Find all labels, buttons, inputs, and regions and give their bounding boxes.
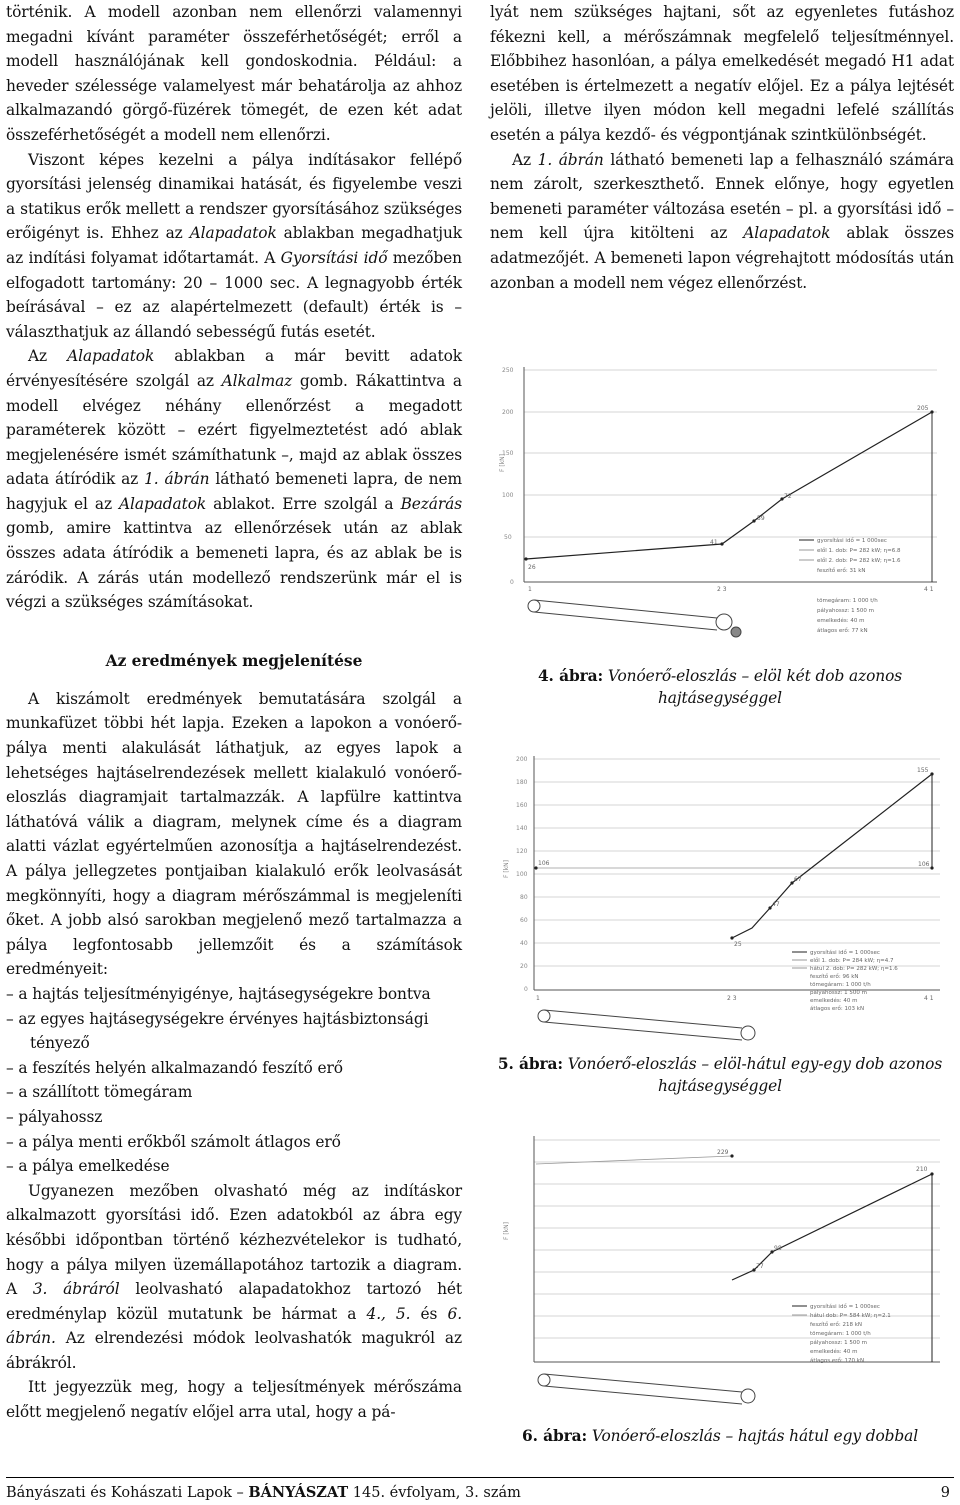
y-tick-label: 100 — [516, 871, 528, 878]
y-tick-label: 40 — [520, 940, 528, 947]
legend-text: elől 1. dob: P= 284 kW; η=4.7 — [810, 958, 894, 964]
legend-text: elől 1. dob: P= 282 kW; η=6.8 — [817, 548, 901, 554]
x-label: 4 1 — [924, 586, 934, 593]
legend-text: feszítő erő: 218 kN — [810, 1322, 863, 1328]
legend-text: pályahossz: 1 500 m — [810, 990, 867, 996]
legend-text: gyorsítási idő = 1 000sec — [817, 538, 887, 544]
legend-text: átlagos erő: 103 kN — [810, 1006, 865, 1012]
data-point — [730, 1154, 733, 1157]
journal-name: Bányászati és Kohászati Lapok – — [6, 1485, 249, 1501]
figure-5-caption: 5. ábra: Vonóerő-eloszlás – elöl-hátul egy-egy dob azonos hajtásegységgel — [497, 1055, 943, 1095]
data-label: 77 — [756, 1263, 764, 1270]
paragraph: Viszont képes kezelni a pálya indításakor fellépő gyorsítási jelenség dinamikai hatását, és figyelembe veszi a statikus erők mellett a rendszer gyorsításához szükséges erőigényt is. Ehhez az Alapadatok ablakban megadhatjuk az indítási folyamat időtartamát. A Gyorsítási idő mezőben elfogadott tartomány: 20 – 1000 sec. A legnagyobb érték beírásával – ez az alapértelmezett (default) érték is – választhatjuk az állandó sebességű futás esetét. — [6, 150, 462, 341]
force-line — [536, 1156, 732, 1164]
x-label: 4 1 — [924, 995, 934, 1002]
legend-text: emelkedés: 40 m — [810, 998, 858, 1004]
list-item: – a hajtás teljesítményigénye, hajtásegységekre bontva — [6, 984, 431, 1003]
data-label: 72 — [784, 493, 792, 500]
figure-6-caption: 6. ábra: Vonóerő-eloszlás – hajtás hátul egy dobbal — [521, 1427, 919, 1445]
legend-text: emelkedés: 40 m — [810, 1349, 858, 1355]
y-tick-label: 80 — [520, 894, 528, 901]
list-item: – a pálya menti erőkből számolt átlagos erő — [6, 1132, 341, 1151]
journal-issue: 145. évfolyam, 3. szám — [348, 1485, 521, 1501]
x-label: 2 3 — [717, 586, 727, 593]
data-point — [930, 866, 933, 869]
paragraph: lyát nem szükséges hajtani, sőt az egyenletes futáshoz fékezni kell, a mérőszámnak megfelelő teljesítménnyel. Előbbihez hasonlóan, a pálya emelkedését megadó H1 adat esetében is értelmezett a negatív előjel. Ez a pálya lejtését jelöli, illetve ilyen módon kell megadni lefelé szállítás esetén a pálya kezdő- és végpontjának szintkülönbségét. — [490, 3, 954, 144]
data-point — [930, 1172, 933, 1175]
paragraph: Az 1. ábrán látható bemeneti lap a felhasználó számára nem zárolt, szerkeszthető. Ennek előnye, hogy egyetlen bemeneti paraméter változása esetén – pl. a gyorsítási idő – nem kell újra kitölteni az Alapadatok ablak összes adatmezőjét. A bemeneti lapon végrehajtott módosítás után azonban a modell nem végez ellenőrzést. — [490, 150, 955, 292]
data-label: 25 — [734, 941, 742, 948]
y-tick-label: 200 — [516, 756, 528, 763]
data-point — [730, 936, 733, 939]
y-axis-label: F [kN] — [499, 453, 506, 472]
data-point — [524, 557, 527, 560]
left-column — [6, 0, 462, 1425]
result-list — [6, 982, 462, 1179]
data-label: 98 — [774, 1245, 782, 1252]
data-label: 210 — [916, 1166, 928, 1173]
y-tick-label: 200 — [502, 409, 514, 416]
conveyor-sketch — [538, 1010, 755, 1040]
data-label: 106 — [538, 860, 550, 867]
y-tick-label: 140 — [516, 825, 528, 832]
y-tick-label: 160 — [516, 802, 528, 809]
y-axis-label: F [kN] — [503, 859, 510, 878]
legend-text: tömegáram: 1 000 t/h — [810, 982, 871, 988]
legend-text: gyorsítási idő = 1 000sec — [810, 1304, 880, 1310]
y-tick-label: 0 — [510, 579, 514, 586]
legend-text: átlagos erő: 170 kN — [810, 1358, 865, 1364]
journal-name-bold: BÁNYÁSZAT — [248, 1484, 349, 1501]
list-item: – a feszítés helyén alkalmazandó feszítő erő — [6, 1058, 343, 1077]
y-tick-label: 180 — [516, 779, 528, 786]
legend-text: emelkedés: 40 m — [817, 618, 865, 624]
data-label: 41 — [710, 539, 718, 546]
y-tick-label: 20 — [520, 963, 528, 970]
y-tick-label: 100 — [502, 492, 514, 499]
page-number: 9 — [940, 1485, 950, 1501]
data-point — [752, 519, 755, 522]
legend-text: tömegáram: 1 000 t/h — [817, 598, 878, 604]
list-item: – az egyes hajtásegységekre érvényes hajtásbiztonsági — [6, 1009, 429, 1028]
section-title: Az eredmények megjelenítése — [105, 651, 363, 670]
data-point — [720, 542, 723, 545]
figure-5-chart — [492, 748, 948, 1048]
legend-text: hátul dob: P= 584 kW; η=2.1 — [810, 1313, 891, 1319]
y-tick-label: 250 — [502, 367, 514, 374]
figure-4-chart — [492, 362, 948, 652]
y-axis-label: F [kN] — [503, 1221, 510, 1240]
list-item: – pályahossz — [6, 1107, 103, 1126]
legend-text: feszítő erő: 31 kN — [817, 568, 866, 574]
legend-text: pályahossz: 1 500 m — [810, 1340, 867, 1346]
y-tick-label: 0 — [524, 986, 528, 993]
data-label: 67 — [794, 876, 802, 883]
data-label: 106 — [918, 861, 930, 868]
data-label: 47 — [772, 901, 780, 908]
data-label: 205 — [917, 405, 929, 412]
legend-text: tömegáram: 1 000 t/h — [810, 1331, 871, 1337]
y-tick-label: 120 — [516, 848, 528, 855]
legend-text: gyorsítási idő = 1 000sec — [810, 950, 880, 956]
y-tick-label: 150 — [502, 450, 514, 457]
paragraph: Ugyanezen mezőben olvasható még az indításkor alkalmazott gyorsítási idő. Ezen adatokból az ábra egy későbbi időpontban történő kézhezvételekor is tudható, hogy a pálya milyen üzemállapotához tartozik a diagram. A 3. ábráról leolvasható alapadatokhoz tartozó hét eredménylap közül mutatunk be hármat a 4., 5. és 6. ábrán. Az elrendezési módok leolvashatók magukról az ábrákról. — [6, 1181, 463, 1372]
legend-text: pályahossz: 1 500 m — [817, 608, 874, 614]
list-item: – a pálya emelkedése — [6, 1157, 170, 1176]
data-label: 59 — [757, 515, 765, 522]
x-label: 2 3 — [727, 995, 737, 1002]
paragraph: Itt jegyezzük meg, hogy a teljesítmények mérőszáma előtt megjelenő negatív előjel arra utal, hogy a pá- — [6, 1378, 462, 1422]
right-column — [490, 0, 954, 295]
paragraph: történik. A modell azonban nem ellenőrzi valamennyi megadni kívánt paraméter összeférhetőségét; erről a modell használójának kell gondoskodnia. Például: a heveder szélessége valamelyest már behatárolja az ahhoz alkalmazandó görgő-füzérek tömegét, de ezen két adat összeférhetőségét a modell nem ellenőrzi. — [6, 3, 462, 144]
paragraph: Az Alapadatok ablakban a már bevitt adatok érvényesítésére szolgál az Alkalmaz gomb. Rákattintva a modell elvégez néhány ellenőrzést a megadott paraméterek között – ezért figyelmeztetést adó ablak megjelenésére ismét számíthatunk –, majd az ablak összes adata átíródik az 1. ábrán látható bemeneti lapra, de nem hagyjuk el az Alapadatok ablakot. Erre szolgál a Bezárás gomb, amire kattintva az ellenőrzések után az ablak összes adata átíródik a bemeneti lapra, és az ablak be is záródik. A zárás után modellező rendszerünk már el is végzi a szükséges számításokat. — [6, 347, 462, 612]
data-label: 155 — [917, 767, 929, 774]
data-label: 26 — [528, 564, 536, 571]
legend-text: átlagos erő: 77 kN — [817, 628, 868, 634]
y-tick-label: 60 — [520, 917, 528, 924]
legend-text: feszítő erő: 96 kN — [810, 974, 859, 980]
legend-text: hátul 2. dob: P= 282 kW; η=1.6 — [810, 966, 898, 972]
conveyor-sketch — [538, 1374, 755, 1404]
list-item: – a szállított tömegáram — [6, 1083, 193, 1102]
list-item: tényező — [30, 1034, 90, 1053]
figure-6-chart — [492, 1130, 948, 1415]
force-line — [732, 774, 932, 938]
x-label: 1 — [536, 995, 540, 1002]
paragraph: A kiszámolt eredmények bemutatására szolgál a munkafüzet többi hét lapja. Ezeken a lapokon a vonóerő-pálya menti alakulását láthatjuk, az egyes lapok a lehetséges hajtáselrendezések mellett kialakuló vonóerő-eloszlás diagramjait tartalmazzák. A lapfülre kattintva láthatóvá válik a diagram, melynek címe és a diagram alatti vázlat egyértelműen azonosítja a hajtáselrendezést. A pálya jellegzetes pontjaiban kialakuló erők leolvasását megkönnyíti, hogy a diagram mérőszámmal is megjeleníti őket. A jobb alsó sarokban megjelenő mező tartalmazza a pálya legfontosabb jellemzőit és a számítások eredményeit: — [6, 689, 462, 979]
data-label: 229 — [717, 1149, 729, 1156]
data-point — [930, 772, 933, 775]
conveyor-sketch — [528, 600, 741, 637]
figure-4-caption: 4. ábra: Vonóerő-eloszlás – elöl két dob azonos hajtásegységgel — [537, 667, 903, 707]
data-point — [930, 410, 933, 413]
x-label: 1 — [528, 586, 532, 593]
page-footer — [6, 1477, 954, 1502]
y-tick-label: 50 — [504, 534, 512, 541]
legend-text: elől 2. dob: P= 282 kW; η=1.6 — [817, 558, 901, 564]
